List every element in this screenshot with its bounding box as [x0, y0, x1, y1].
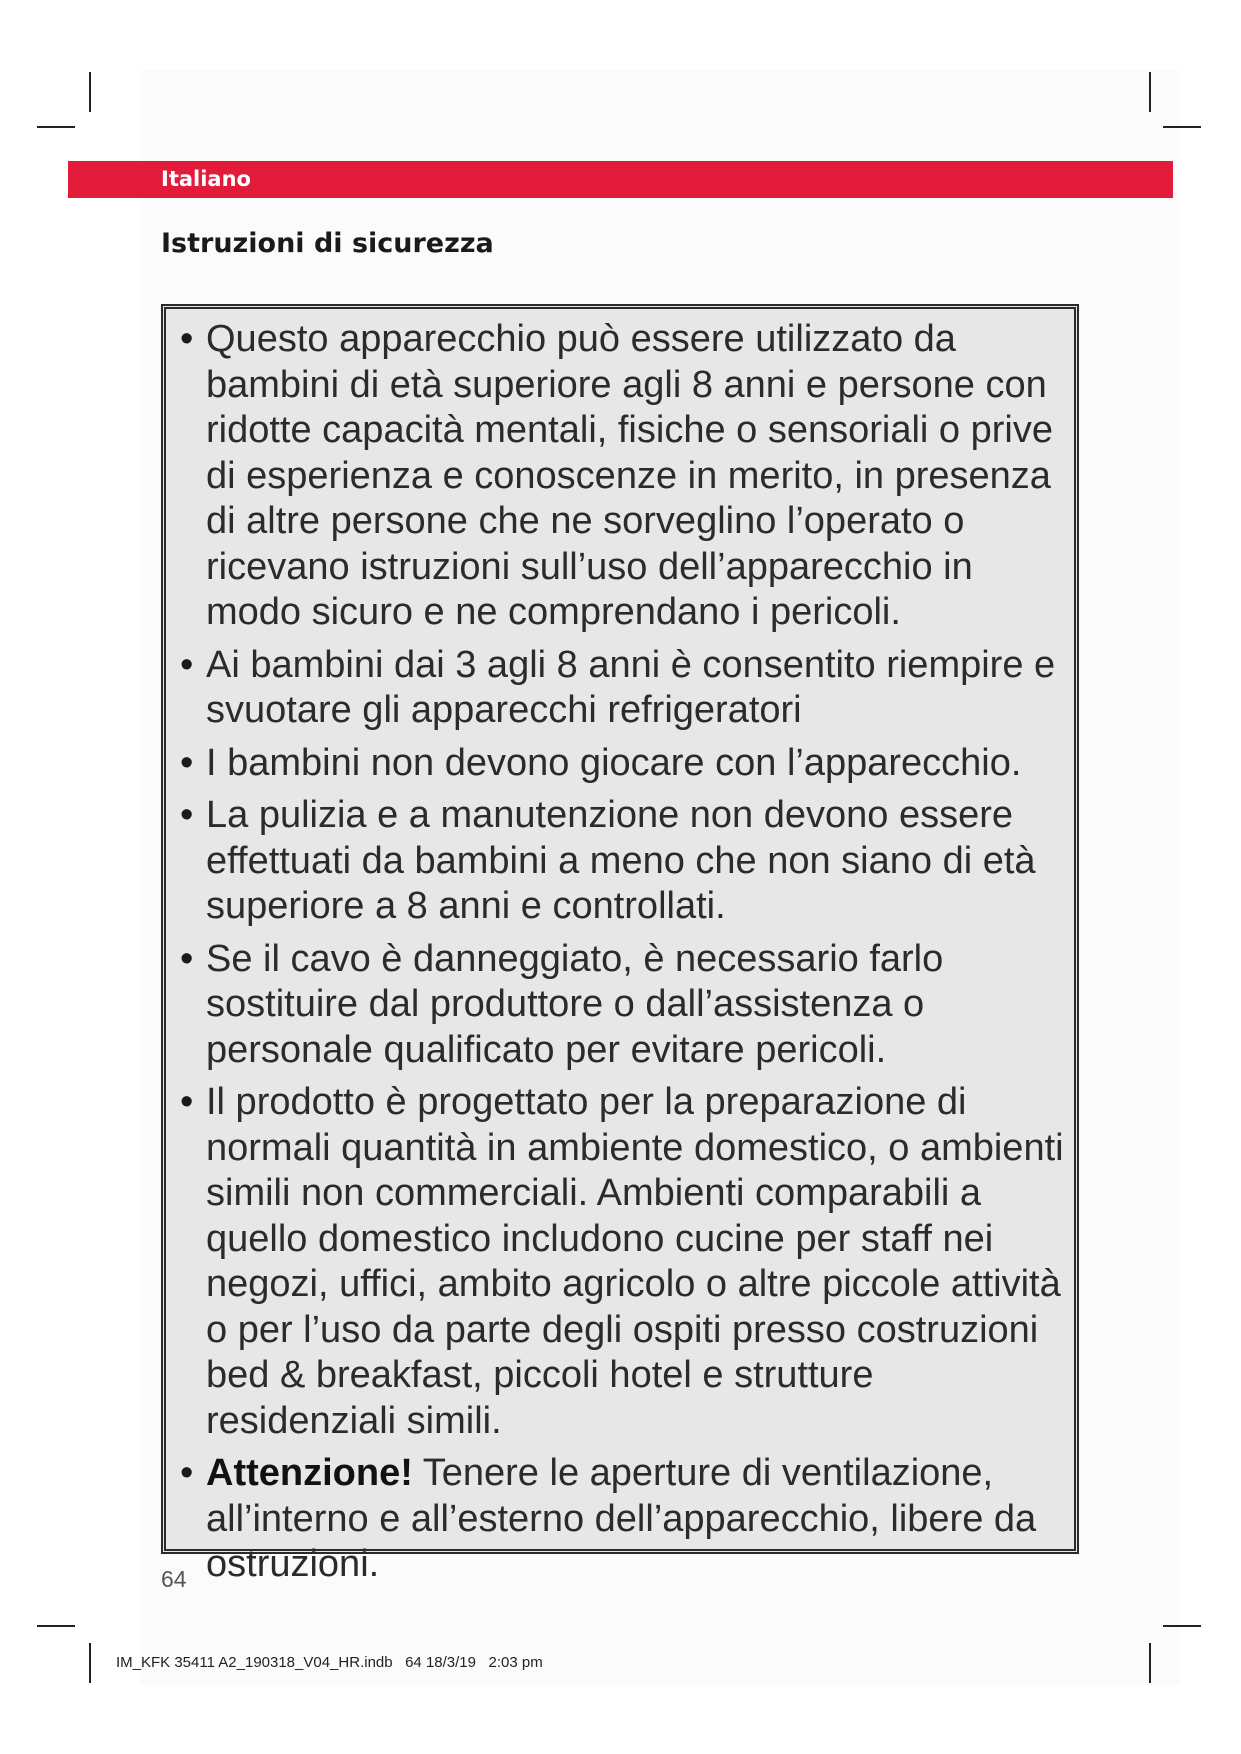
safety-item-text: Se il cavo è danneggiato, è necessario farlo sostituire dal produttore o dall’assistenza o personale qualificato per evitare pericoli. — [206, 937, 944, 1071]
language-header-bar — [68, 161, 1173, 198]
section-title: Istruzioni di sicurezza — [161, 228, 494, 259]
safety-list — [166, 309, 1074, 1588]
crop-mark-bottom-right-v — [1149, 1643, 1151, 1683]
bullet-icon: • — [180, 643, 194, 686]
safety-item-text: La pulizia e a manutenzione non devono essere effettuati da bambini a meno che non siano di età superiore a 8 anni e controllati. — [206, 794, 1036, 927]
bullet-icon: • — [180, 1452, 194, 1494]
safety-item-text: Tenere le aperture di ventilazione, all’interno e all’esterno dell’apparecchio, libere da ostruzioni. — [206, 1452, 1037, 1585]
warning-emphasis: Attenzione! — [206, 1452, 413, 1494]
safety-item — [166, 937, 1074, 1074]
safety-item — [166, 1080, 1074, 1444]
crop-mark-bottom-right-h — [1163, 1625, 1201, 1627]
safety-item — [166, 317, 1074, 636]
crop-mark-top-left-h — [37, 126, 75, 128]
safety-item — [166, 643, 1074, 734]
safety-item-text: Il prodotto è progettato per la preparazione di normali quantità in ambiente domestico, o ambienti simili non commerciali. Ambienti comparabili a quello domestico includono cucine per staff nei negozi, uffici, ambito agricolo o altre piccole attività o per l’uso da parte degli ospiti presso costruzioni bed & breakfast, piccoli hotel e strutture residenziali simili. — [206, 1081, 1064, 1442]
safety-item — [166, 793, 1074, 930]
print-slug: IM_KFK 35411 A2_190318_V04_HR.indb 64 18/3/19 2:03 pm — [116, 1654, 543, 1671]
crop-mark-top-left-v — [89, 72, 91, 112]
safety-item — [166, 1451, 1074, 1588]
crop-mark-bottom-left-h — [37, 1625, 75, 1627]
crop-mark-top-right-v — [1149, 72, 1151, 112]
bullet-icon: • — [180, 937, 194, 980]
bullet-icon: • — [180, 794, 194, 836]
page-number: 64 — [161, 1566, 187, 1592]
safety-item-text: I bambini non devono giocare con l’apparecchio. — [206, 741, 1022, 784]
bullet-icon: • — [180, 741, 194, 784]
safety-item-text: Questo apparecchio può essere utilizzato da bambini di età superiore agli 8 anni e persone con ridotte capacità mentali, fisiche o sensoriali o prive di esperienza e conoscenze in merito, in presenza di altre persone che ne sorveglino l’operato o ricevano istruzioni sull’uso dell’apparecchio in modo sicuro e ne comprendano i pericoli. — [206, 318, 1053, 633]
crop-mark-bottom-left-v — [89, 1643, 91, 1683]
crop-mark-top-right-h — [1163, 126, 1201, 128]
language-label: Italiano — [161, 167, 251, 191]
safety-item-text: Ai bambini dai 3 agli 8 anni è consentito riempire e svuotare gli apparecchi refrigeratori — [206, 643, 1056, 731]
safety-item — [166, 741, 1074, 787]
bullet-icon: • — [180, 1081, 194, 1123]
bullet-icon: • — [180, 318, 194, 360]
